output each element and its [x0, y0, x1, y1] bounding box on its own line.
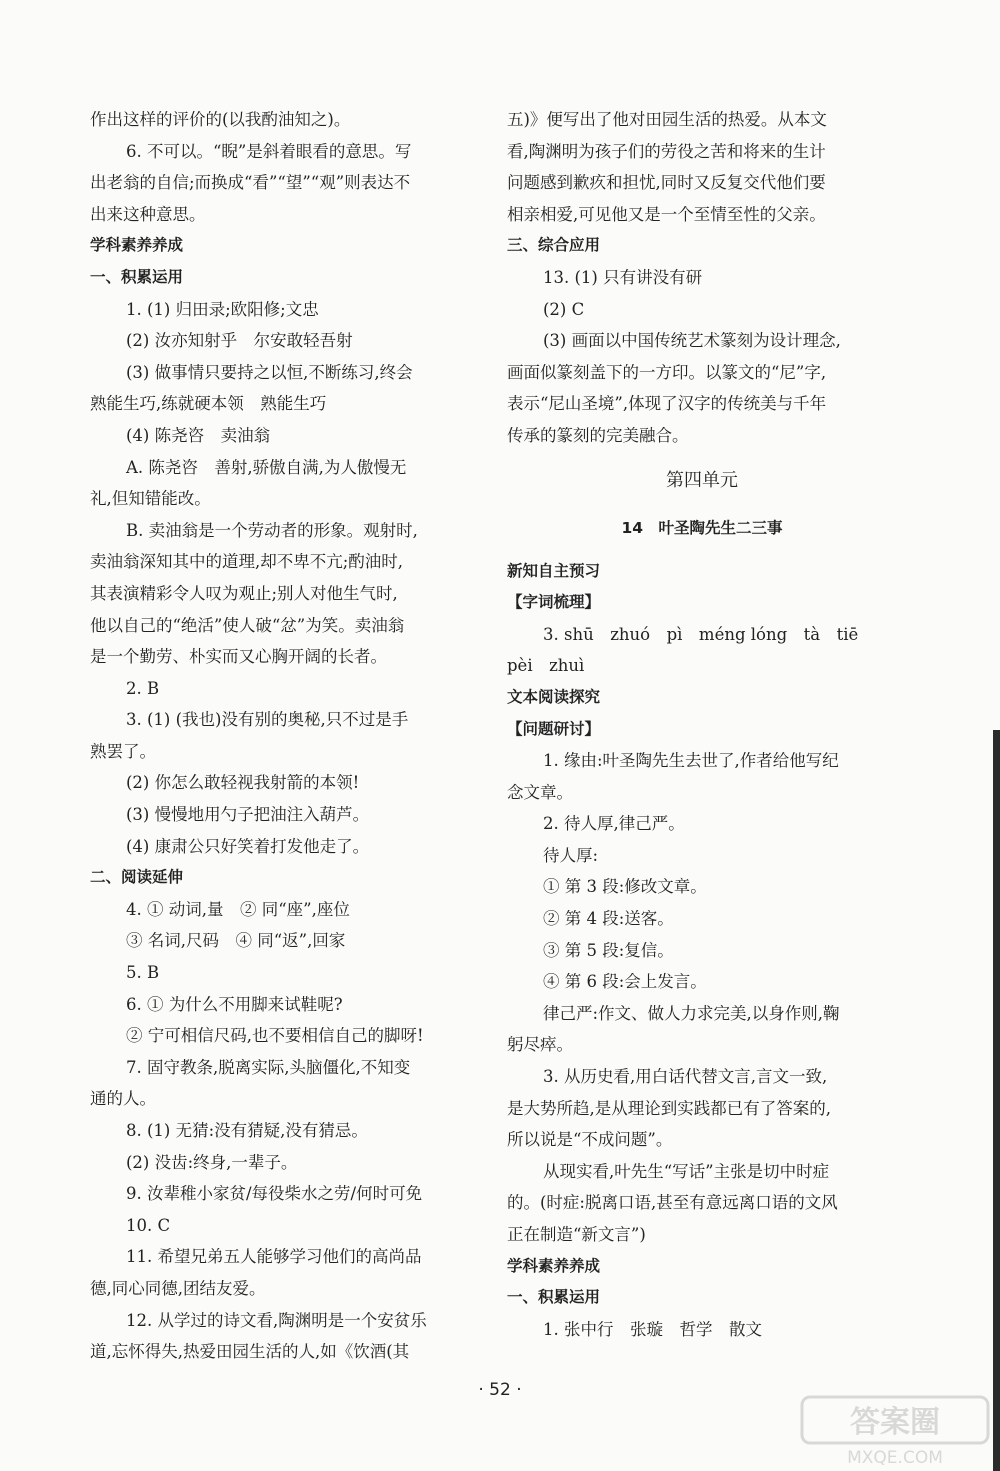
- text-line: (4) 康肃公只好笑着打发他走了。: [126, 836, 370, 856]
- section-heading: 学科素养养成: [507, 1256, 601, 1275]
- text-line: (3) 画面以中国传统艺术篆刻为设计理念,: [543, 331, 841, 351]
- page-number: · 52 ·: [478, 1380, 522, 1400]
- text-line: 1. 缘由:叶圣陶先生去世了,作者给他写纪: [543, 751, 839, 771]
- text-line: 熟能生巧,练就硬本领 熟能生巧: [90, 394, 327, 414]
- text-line: B. 卖油翁是一个劳动者的形象。观射时,: [126, 520, 418, 540]
- section-heading: 【问题研讨】: [507, 719, 601, 738]
- text-line: 问题感到歉疚和担忧,同时又反复交代他们要: [507, 173, 826, 193]
- text-line: 其表演精彩令人叹为观止;别人对他生气时,: [90, 583, 398, 603]
- text-line: ① 第 3 段:修改文章。: [543, 877, 707, 897]
- text-line: 出来这种意思。: [90, 204, 206, 224]
- text-line: 3. (1) (我也)没有别的奥秘,只不过是手: [126, 710, 409, 730]
- text-line: ② 第 4 段:送客。: [543, 909, 674, 929]
- text-line: (2) 你怎么敢轻视我射箭的本领!: [126, 773, 360, 793]
- text-line: 待人厚:: [543, 845, 599, 865]
- text-line: 6. ① 为什么不用脚来试鞋呢?: [126, 994, 343, 1014]
- text-line: 3. 从历史看,用白话代替文言,言文一致,: [543, 1067, 828, 1087]
- text-line: 德,同心同德,团结友爱。: [90, 1278, 266, 1298]
- text-line: (2) 没齿:终身,一辈子。: [126, 1152, 298, 1172]
- text-line: (2) 汝亦知射乎 尔安敢轻吾射: [126, 331, 353, 351]
- text-line: 3. shū zhuó pì méng lóng tà tiē: [543, 624, 859, 644]
- text-line: A. 陈尧咨 善射,骄傲自满,为人傲慢无: [126, 457, 407, 477]
- text-line: 从现实看,叶先生“写话”主张是切中时症: [543, 1161, 830, 1181]
- text-line: 相亲相爱,可见他又是一个至情至性的父亲。: [507, 204, 826, 224]
- text-line: 表示“尼山圣境”,体现了汉字的传统美与千年: [507, 394, 827, 414]
- left-column: [90, 104, 475, 1368]
- section-heading: 学科素养养成: [90, 236, 184, 255]
- text-line: 作出这样的评价的(以我酌油知之)。: [90, 110, 351, 129]
- text-line: 道,忘怀得失,热爱田园生活的人,如《饮酒(其: [90, 1342, 410, 1362]
- section-heading: 【字词梳理】: [507, 593, 601, 612]
- text-line: (2) C: [543, 299, 585, 319]
- text-line: 12. 从学过的诗文看,陶渊明是一个安贫乐: [126, 1310, 427, 1330]
- text-line: 11. 希望兄弟五人能够学习他们的高尚品: [126, 1247, 422, 1267]
- text-line: 念文章。: [507, 782, 573, 802]
- text-line: 礼,但知错能改。: [90, 489, 211, 509]
- text-line: 五)》便写出了他对田园生活的热爱。从本文: [507, 110, 827, 129]
- section-heading: 第四单元: [666, 469, 738, 491]
- section-heading: 三、综合应用: [507, 236, 601, 255]
- section-heading: 一、积累运用: [507, 1288, 601, 1307]
- text-line: 2. 待人厚,律己严。: [543, 814, 685, 834]
- page-edge-shadow: [993, 730, 1000, 1471]
- text-line: 9. 汝辈稚小家贫/每役柴水之劳/何时可免: [126, 1184, 423, 1204]
- text-line: 的。(时症:脱离口语,甚至有意远离口语的文风: [507, 1193, 838, 1213]
- text-line: 13. (1) 只有讲没有研: [543, 267, 703, 287]
- text-line: 看,陶渊明为孩子们的劳役之苦和将来的生计: [507, 141, 826, 161]
- text-line: 他以自己的“绝活”使人破“忿”为笑。卖油翁: [90, 615, 405, 635]
- section-heading: 文本阅读探究: [507, 687, 601, 706]
- text-line: (4) 陈尧咨 卖油翁: [126, 425, 271, 445]
- text-line: 躬尽瘁。: [507, 1035, 573, 1055]
- right-column: [507, 104, 897, 1345]
- text-line: 10. C: [126, 1215, 171, 1235]
- text-line: (3) 慢慢地用勺子把油注入葫芦。: [126, 805, 370, 825]
- text-line: ④ 第 6 段:会上发言。: [543, 972, 707, 992]
- text-line: 律己严:作文、做人力求完美,以身作则,鞠: [543, 1003, 840, 1023]
- text-line: ② 宁可相信尺码,也不要相信自己的脚呀!: [126, 1026, 424, 1046]
- watermark-logo: [800, 1395, 990, 1467]
- text-line: (3) 做事情只要持之以恒,不断练习,终会: [126, 362, 413, 382]
- text-line: 出老翁的自信;而换成“看”“望”“观”则表达不: [90, 173, 411, 193]
- text-line: 通的人。: [90, 1089, 156, 1109]
- text-line: 卖油翁深知其中的道理,却不卑不亢;酌油时,: [90, 552, 404, 572]
- text-line: 5. B: [126, 963, 160, 983]
- text-line: 画面似篆刻盖下的一方印。以篆文的“尼”字,: [507, 362, 827, 382]
- text-line: 传承的篆刻的完美融合。: [507, 425, 689, 445]
- section-heading: 二、阅读延伸: [90, 868, 184, 887]
- text-line: 是一个勤劳、朴实而又心胸开阔的长者。: [90, 647, 387, 667]
- text-line: pèi zhuì: [507, 656, 585, 676]
- text-line: 所以说是“不成问题”。: [507, 1130, 673, 1150]
- text-line: 7. 固守教条,脱离实际,头脑僵化,不知变: [126, 1057, 411, 1077]
- text-line: 4. ① 动词,量 ② 同“座”,座位: [126, 899, 350, 919]
- text-line: 1. (1) 归田录;欧阳修;文忠: [126, 299, 319, 319]
- text-line: 熟罢了。: [90, 741, 156, 761]
- text-line: 2. B: [126, 678, 160, 698]
- section-heading: 新知自主预习: [507, 561, 601, 580]
- watermark-top: 答案圈: [850, 1405, 940, 1440]
- watermark-bottom: MXQE.COM: [847, 1448, 943, 1467]
- text-line: 正在制造“新文言”): [507, 1225, 646, 1244]
- section-heading: 14 叶圣陶先生二三事: [621, 518, 783, 537]
- text-line: 6. 不可以。“睨”是斜着眼看的意思。写: [126, 141, 412, 161]
- text-line: 是大势所趋,是从理论到实践都已有了答案的,: [507, 1098, 831, 1118]
- section-heading: 一、积累运用: [90, 267, 184, 286]
- text-line: ③ 第 5 段:复信。: [543, 940, 674, 960]
- text-line: 1. 张中行 张璇 哲学 散文: [543, 1319, 762, 1339]
- text-line: ③ 名词,尺码 ④ 同“返”,回家: [126, 931, 346, 951]
- text-line: 8. (1) 无猜:没有猜疑,没有猜忌。: [126, 1121, 368, 1140]
